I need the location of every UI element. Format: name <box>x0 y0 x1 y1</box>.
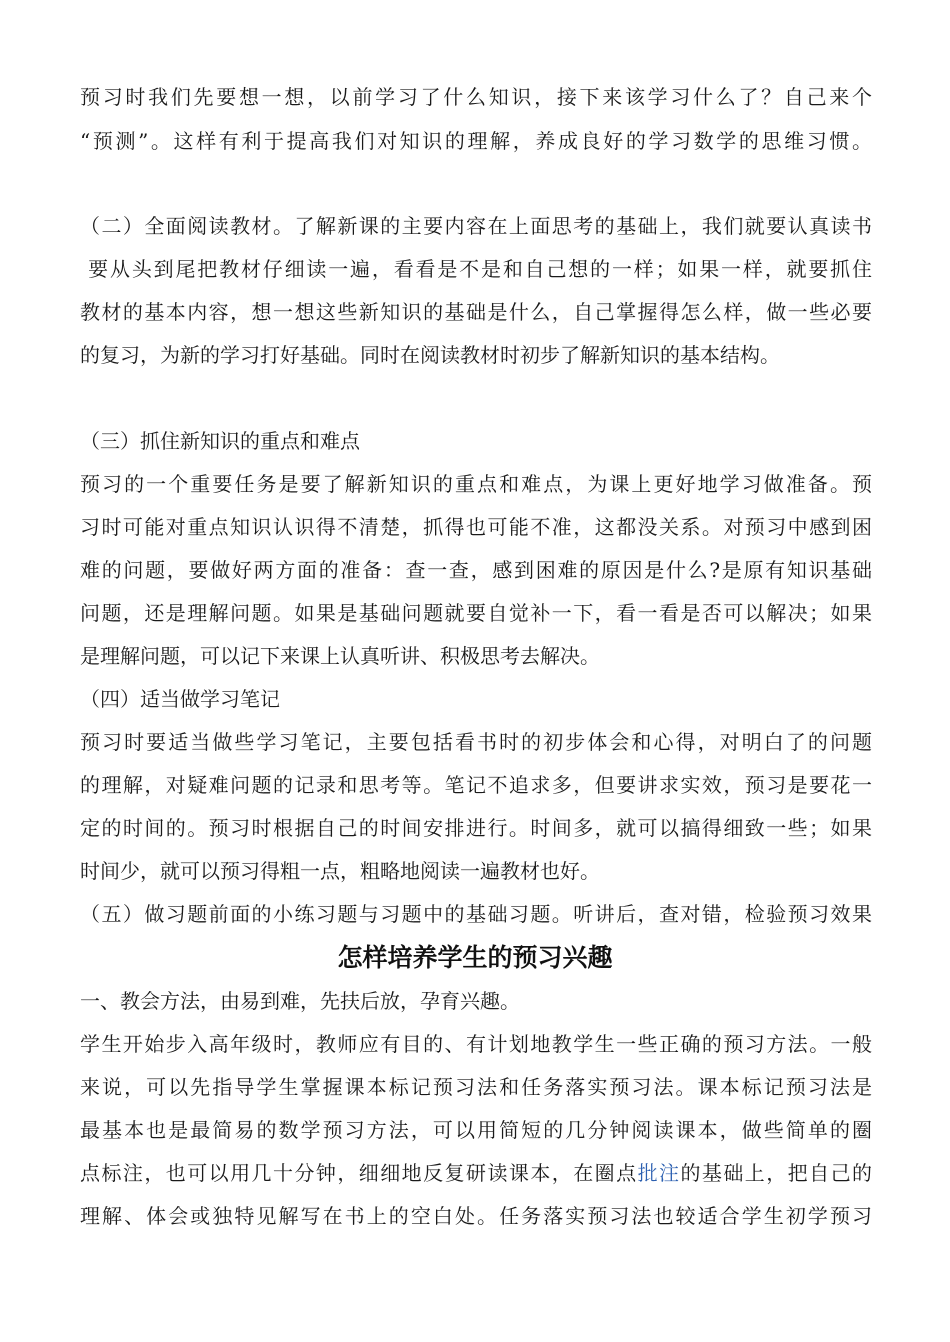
paragraph-text: 点标注，也可以用几十分钟，细细地反复研读课本，在圈点 <box>80 1161 638 1185</box>
section-heading-line: （二）全面阅读教材。了解新课的主要内容在上面思考的基础上，我们就要认真读书 <box>80 214 872 238</box>
paragraph-line: 教材的基本内容，想一想这些新知识的基础是什么，自己掌握得怎么样，做一些必要 <box>80 300 872 324</box>
paragraph-line: 习时可能对重点知识认识得不清楚，抓得也可能不准，这都没关系。对预习中感到困 <box>80 515 872 539</box>
paragraph-line: 的复习，为新的学习打好基础。同时在阅读教材时初步了解新知识的基本结构。 <box>80 343 780 367</box>
point-heading: 一、教会方法，由易到难，先扶后放，孕育兴趣。 <box>80 989 520 1013</box>
paragraph-line: 来说，可以先指导学生掌握课本标记预习法和任务落实预习法。课本标记预习法是 <box>80 1075 872 1099</box>
paragraph-text: 的基础上，把自己的 <box>680 1161 873 1185</box>
paragraph-line: 的理解，对疑难问题的记录和思考等。笔记不追求多，但要讲求实效，预习是要花一 <box>80 773 872 797</box>
paragraph-line: 定的时间的。预习时根据自己的时间安排进行。时间多，就可以搞得细致一些；如果 <box>80 816 872 840</box>
paragraph-line: 预习时我们先要想一想，以前学习了什么知识，接下来该学习什么了？自己来个 <box>80 85 872 109</box>
section-heading: （三）抓住新知识的重点和难点 <box>80 429 360 453</box>
paragraph-line: 最基本也是最简易的数学预习方法，可以用简短的几分钟阅读课本，做些简单的圈 <box>80 1118 872 1142</box>
paragraph-line: 问题，还是理解问题。如果是基础问题就要自觉补一下，看一看是否可以解决；如果 <box>80 601 872 625</box>
paragraph-line: 要从头到尾把教材仔细读一遍，看看是不是和自己想的一样；如果一样，就要抓住 <box>80 257 872 281</box>
paragraph-line: 时间少，就可以预习得粗一点，粗略地阅读一遍教材也好。 <box>80 859 600 883</box>
article-title: 怎样培养学生的预习兴趣 <box>337 943 613 972</box>
annotation-link[interactable]: 批注 <box>637 1161 681 1185</box>
section-heading-line: （五）做习题前面的小练习题与习题中的基础习题。听讲后，查对错，检验预习效果 <box>80 902 872 926</box>
paragraph-line: 难的问题，要做好两方面的准备：查一查，感到困难的原因是什么?是原有知识基础 <box>80 558 872 582</box>
paragraph-line: 预习的一个重要任务是要了解新知识的重点和难点，为课上更好地学习做准备。预 <box>80 472 872 496</box>
paragraph-line: “预测”。这样有利于提高我们对知识的理解，养成良好的学习数学的思维习惯。 <box>80 129 872 153</box>
paragraph-line: 理解、体会或独特见解写在书上的空白处。任务落实预习法也较适合学生初学预习 <box>80 1204 872 1228</box>
section-heading: （四）适当做学习笔记 <box>80 687 280 711</box>
paragraph-line <box>80 1160 872 1186</box>
paragraph-line: 是理解问题，可以记下来课上认真听讲、积极思考去解决。 <box>80 644 600 668</box>
paragraph-line: 学生开始步入高年级时，教师应有目的、有计划地教学生一些正确的预习方法。一般 <box>80 1032 872 1056</box>
paragraph-line: 预习时要适当做些学习笔记，主要包括看书时的初步体会和心得，对明白了的问题 <box>80 730 872 754</box>
